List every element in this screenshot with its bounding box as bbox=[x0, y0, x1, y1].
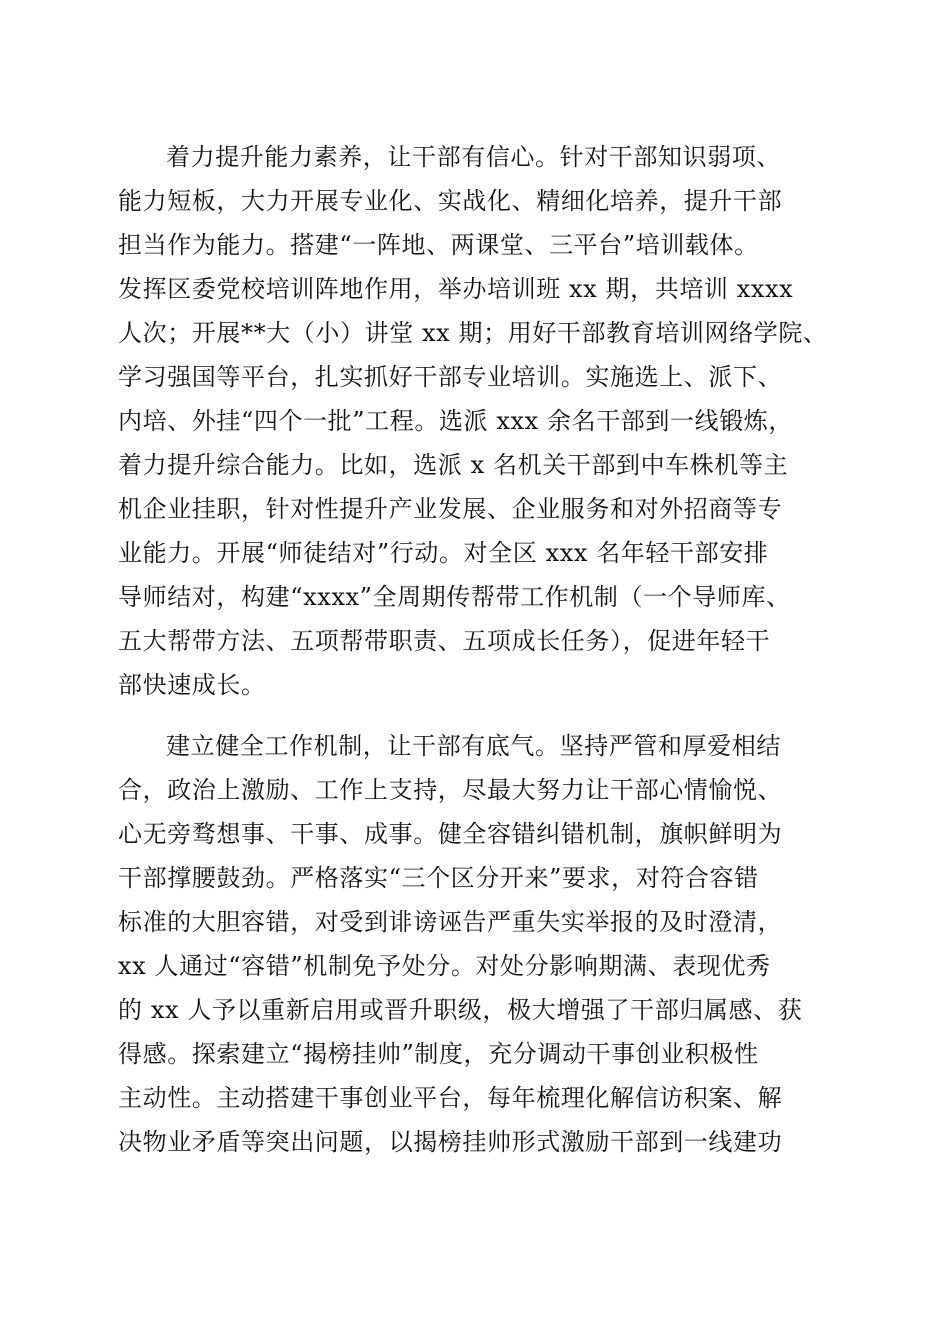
paragraph-1-line: 学习强国等平台，扎实抓好干部专业培训。实施选上、派下、 bbox=[118, 363, 783, 391]
paragraph-2-line: 的 xx 人予以重新启用或晋升职级，极大增强了干部归属感、获 bbox=[118, 996, 803, 1024]
paragraph-1-line: 内培、外挂“四个一批”工程。选派 xxx 余名干部到一线锻炼， bbox=[118, 407, 794, 435]
paragraph-2-line: 建立健全工作机制，让干部有底气。坚持严管和厚爱相结 bbox=[166, 732, 781, 760]
paragraph-1-line: 机企业挂职，针对性提升产业发展、企业服务和对外招商等专 bbox=[118, 495, 783, 523]
paragraph-1-line: 人次；开展**大（小）讲堂 xx 期；用好干部教育培训网络学院、 bbox=[118, 319, 828, 347]
paragraph-1-line: 五大帮带方法、五项帮带职责、五项成长任务），促进年轻干 bbox=[118, 627, 771, 655]
paragraph-1-line: 业能力。开展“师徒结对”行动。对全区 xxx 名年轻干部安排 bbox=[118, 539, 769, 567]
paragraph-1-line: 能力短板，大力开展专业化、实战化、精细化培养，提升干部 bbox=[118, 187, 783, 215]
paragraph-1-line: 担当作为能力。搭建“一阵地、两课堂、三平台”培训载体。 bbox=[118, 231, 759, 259]
paragraph-1-line: 着力提升能力素养，让干部有信心。针对干部知识弱项、 bbox=[166, 143, 781, 171]
paragraph-2-line: 合，政治上激励、工作上支持，尽最大努力让干部心情愉悦、 bbox=[118, 776, 783, 804]
paragraph-1-line: 着力提升综合能力。比如，选派 x 名机关干部到中车株机等主 bbox=[118, 451, 789, 479]
paragraph-2-line: 干部撑腰鼓劲。严格落实“三个区分开来”要求，对符合容错 bbox=[118, 864, 759, 892]
paragraph-2-line: 标准的大胆容错，对受到诽谤诬告严重失实举报的及时澄清， bbox=[118, 908, 783, 936]
paragraph-2-line: 心无旁骛想事、干事、成事。健全容错纠错机制，旗帜鲜明为 bbox=[118, 820, 783, 848]
paragraph-2-line: 得感。探索建立“揭榜挂帅”制度，充分调动干事创业积极性 bbox=[118, 1040, 759, 1068]
paragraph-2-line: 主动性。主动搭建干事创业平台，每年梳理化解信访积案、解 bbox=[118, 1084, 783, 1112]
paragraph-2-line: xx 人通过“容错”机制免予处分。对处分影响期满、表现优秀 bbox=[118, 952, 771, 980]
paragraph-2-line: 决物业矛盾等突出问题，以揭榜挂帅形式激励干部到一线建功 bbox=[118, 1128, 783, 1156]
paragraph-1-line: 部快速成长。 bbox=[118, 671, 266, 699]
paragraph-1-line: 发挥区委党校培训阵地作用，举办培训班 xx 期，共培训 xxxx bbox=[118, 275, 794, 303]
paragraph-1-line: 导师结对，构建“xxxx”全周期传帮带工作机制（一个导师库、 bbox=[118, 583, 791, 611]
